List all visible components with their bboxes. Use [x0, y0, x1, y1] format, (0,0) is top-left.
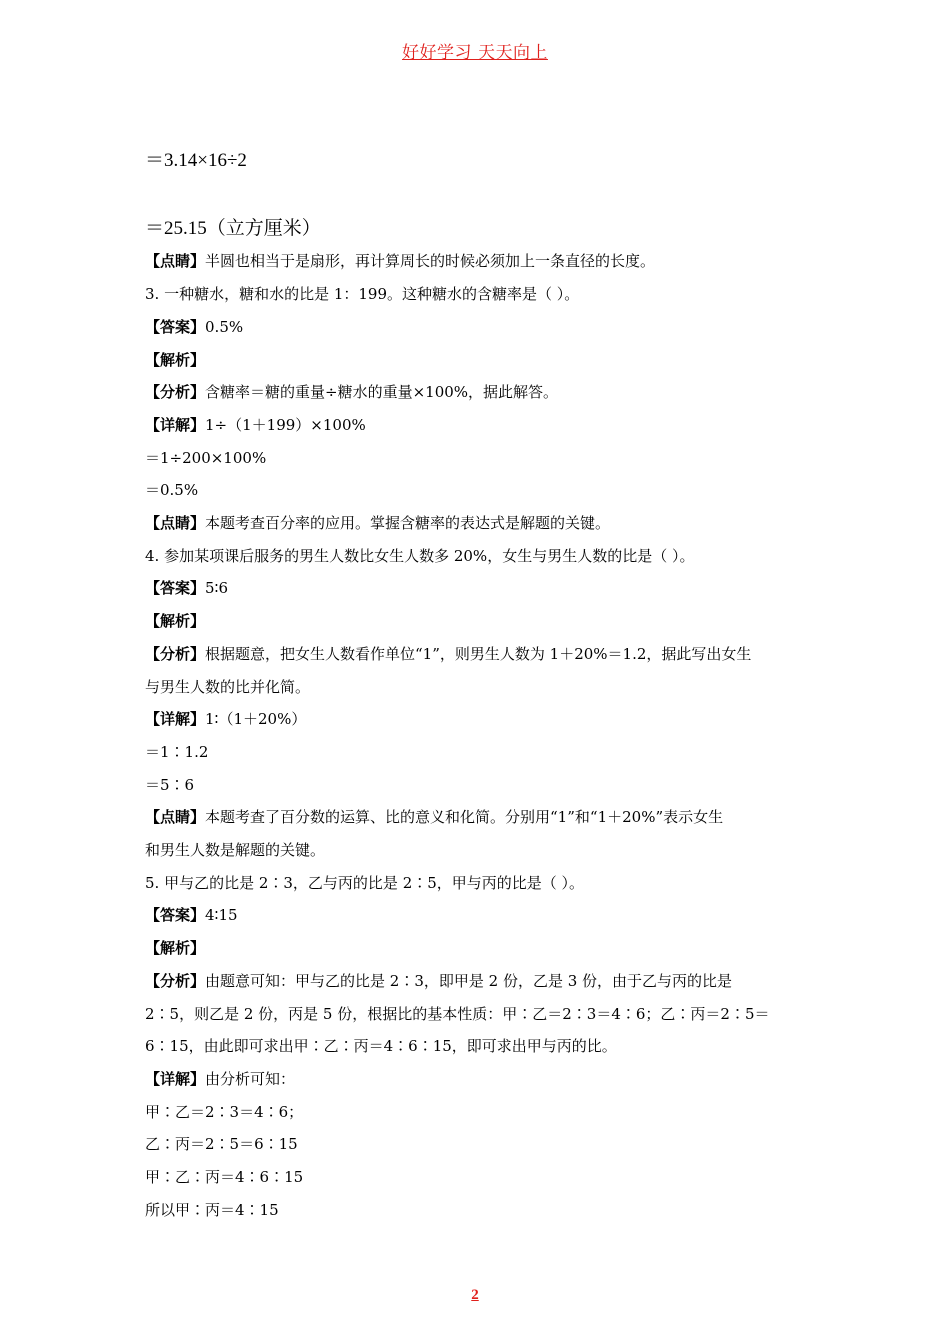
line-text: 乙∶丙＝2∶5＝6∶15 — [145, 1135, 298, 1154]
line-text: ＝25.15（立方厘米） — [145, 217, 321, 239]
line-text: 半圆也相当于是扇形，再计算周长的时候必须加上一条直径的长度。 — [205, 252, 656, 271]
text-line — [145, 311, 815, 344]
section-tag: 【详解】 — [145, 710, 206, 729]
line-text: 由分析可知： — [205, 1069, 296, 1088]
text-line — [145, 442, 815, 475]
text-line — [145, 899, 815, 932]
line-text: 6∶15，由此即可求出甲∶乙∶丙＝4∶6∶15，即可求出甲与丙的比。 — [145, 1037, 617, 1056]
text-line — [145, 965, 815, 998]
line-text: ＝3.14×16÷2 — [145, 150, 247, 171]
page-number: 2 — [471, 1287, 479, 1303]
document-body — [145, 145, 815, 1227]
text-line — [145, 245, 815, 278]
text-line — [145, 801, 815, 834]
text-line — [145, 344, 815, 377]
line-text: 甲∶乙∶丙＝4∶6∶15 — [145, 1168, 304, 1187]
line-text: 2∶5，则乙是 2 份，丙是 5 份，根据比的基本性质：甲∶乙＝2∶3＝4∶6；乙∶丙＝2∶5＝ — [145, 1004, 770, 1023]
text-line — [145, 1194, 815, 1227]
text-line — [145, 671, 815, 704]
text-line — [145, 736, 815, 769]
section-tag: 【点睛】 — [145, 514, 206, 533]
line-text: 本题考查百分率的应用。掌握含糖率的表达式是解题的关键。 — [205, 514, 611, 533]
text-line — [145, 638, 815, 671]
text-line — [145, 376, 815, 409]
line-text: 0.5% — [205, 317, 244, 336]
line-text: 和男生人数是解题的关键。 — [145, 841, 326, 860]
section-tag: 【详解】 — [145, 415, 206, 434]
line-text: 4. 参加某项课后服务的男生人数比女生人数多 20%，女生与男生人数的比是（ ）。 — [145, 546, 695, 565]
section-tag: 【分析】 — [145, 383, 206, 402]
page-header: 好好学习 天天向上 — [402, 43, 548, 63]
text-line — [145, 278, 815, 311]
section-tag: 【详解】 — [145, 1069, 206, 1088]
section-tag: 【点睛】 — [145, 808, 206, 827]
section-tag: 【分析】 — [145, 644, 206, 663]
text-line — [145, 769, 815, 802]
line-text: ＝1∶1.2 — [145, 742, 209, 761]
section-tag: 【解析】 — [145, 939, 206, 958]
text-line — [145, 1128, 815, 1161]
line-text: ＝0.5% — [145, 481, 199, 500]
text-line — [145, 867, 815, 900]
line-text: 与男生人数的比并化简。 — [145, 677, 311, 696]
line-text: 甲∶乙＝2∶3＝4∶6； — [145, 1102, 304, 1121]
section-tag: 【点睛】 — [145, 252, 206, 271]
line-text: 含糖率＝糖的重量÷糖水的重量×100%，据此解答。 — [205, 383, 559, 402]
line-text: ＝1÷200×100% — [145, 448, 267, 467]
line-text: ＝5∶6 — [145, 775, 195, 794]
text-line — [145, 507, 815, 540]
section-tag: 【解析】 — [145, 350, 206, 369]
text-line — [145, 932, 815, 965]
text-line — [145, 998, 815, 1031]
line-text: 根据题意，把女生人数看作单位“1”，则男生人数为 1＋20%＝1.2，据此写出女生 — [205, 644, 752, 663]
section-tag: 【答案】 — [145, 317, 206, 336]
line-text: 1÷（1＋199）×100% — [205, 415, 366, 434]
line-text: 1∶（1＋20%） — [205, 710, 307, 729]
text-line — [145, 1030, 815, 1063]
text-line — [145, 474, 815, 507]
text-line — [145, 1096, 815, 1129]
line-text: 由题意可知：甲与乙的比是 2∶3，即甲是 2 份，乙是 3 份，由于乙与丙的比是 — [205, 971, 733, 990]
line-text: 4∶15 — [205, 906, 238, 925]
section-tag: 【答案】 — [145, 906, 206, 925]
line-text: 5∶6 — [205, 579, 229, 598]
text-line — [145, 540, 815, 573]
text-line — [145, 213, 815, 246]
text-line — [145, 703, 815, 736]
line-text: 本题考查了百分数的运算、比的意义和化简。分别用“1”和“1＋20%”表示女生 — [205, 808, 724, 827]
line-text: 3. 一种糖水，糖和水的比是 1：199。这种糖水的含糖率是（ ）。 — [145, 285, 580, 304]
line-text: 5. 甲与乙的比是 2∶3，乙与丙的比是 2∶5，甲与丙的比是（ ）。 — [145, 873, 585, 892]
text-line — [145, 572, 815, 605]
text-line — [145, 409, 815, 442]
text-line — [145, 1161, 815, 1194]
text-line — [145, 145, 815, 178]
section-tag: 【分析】 — [145, 971, 206, 990]
line-text: 所以甲∶丙＝4∶15 — [145, 1200, 279, 1219]
section-tag: 【答案】 — [145, 579, 206, 598]
text-line — [145, 605, 815, 638]
text-line — [145, 834, 815, 867]
section-tag: 【解析】 — [145, 612, 206, 631]
text-line — [145, 1063, 815, 1096]
